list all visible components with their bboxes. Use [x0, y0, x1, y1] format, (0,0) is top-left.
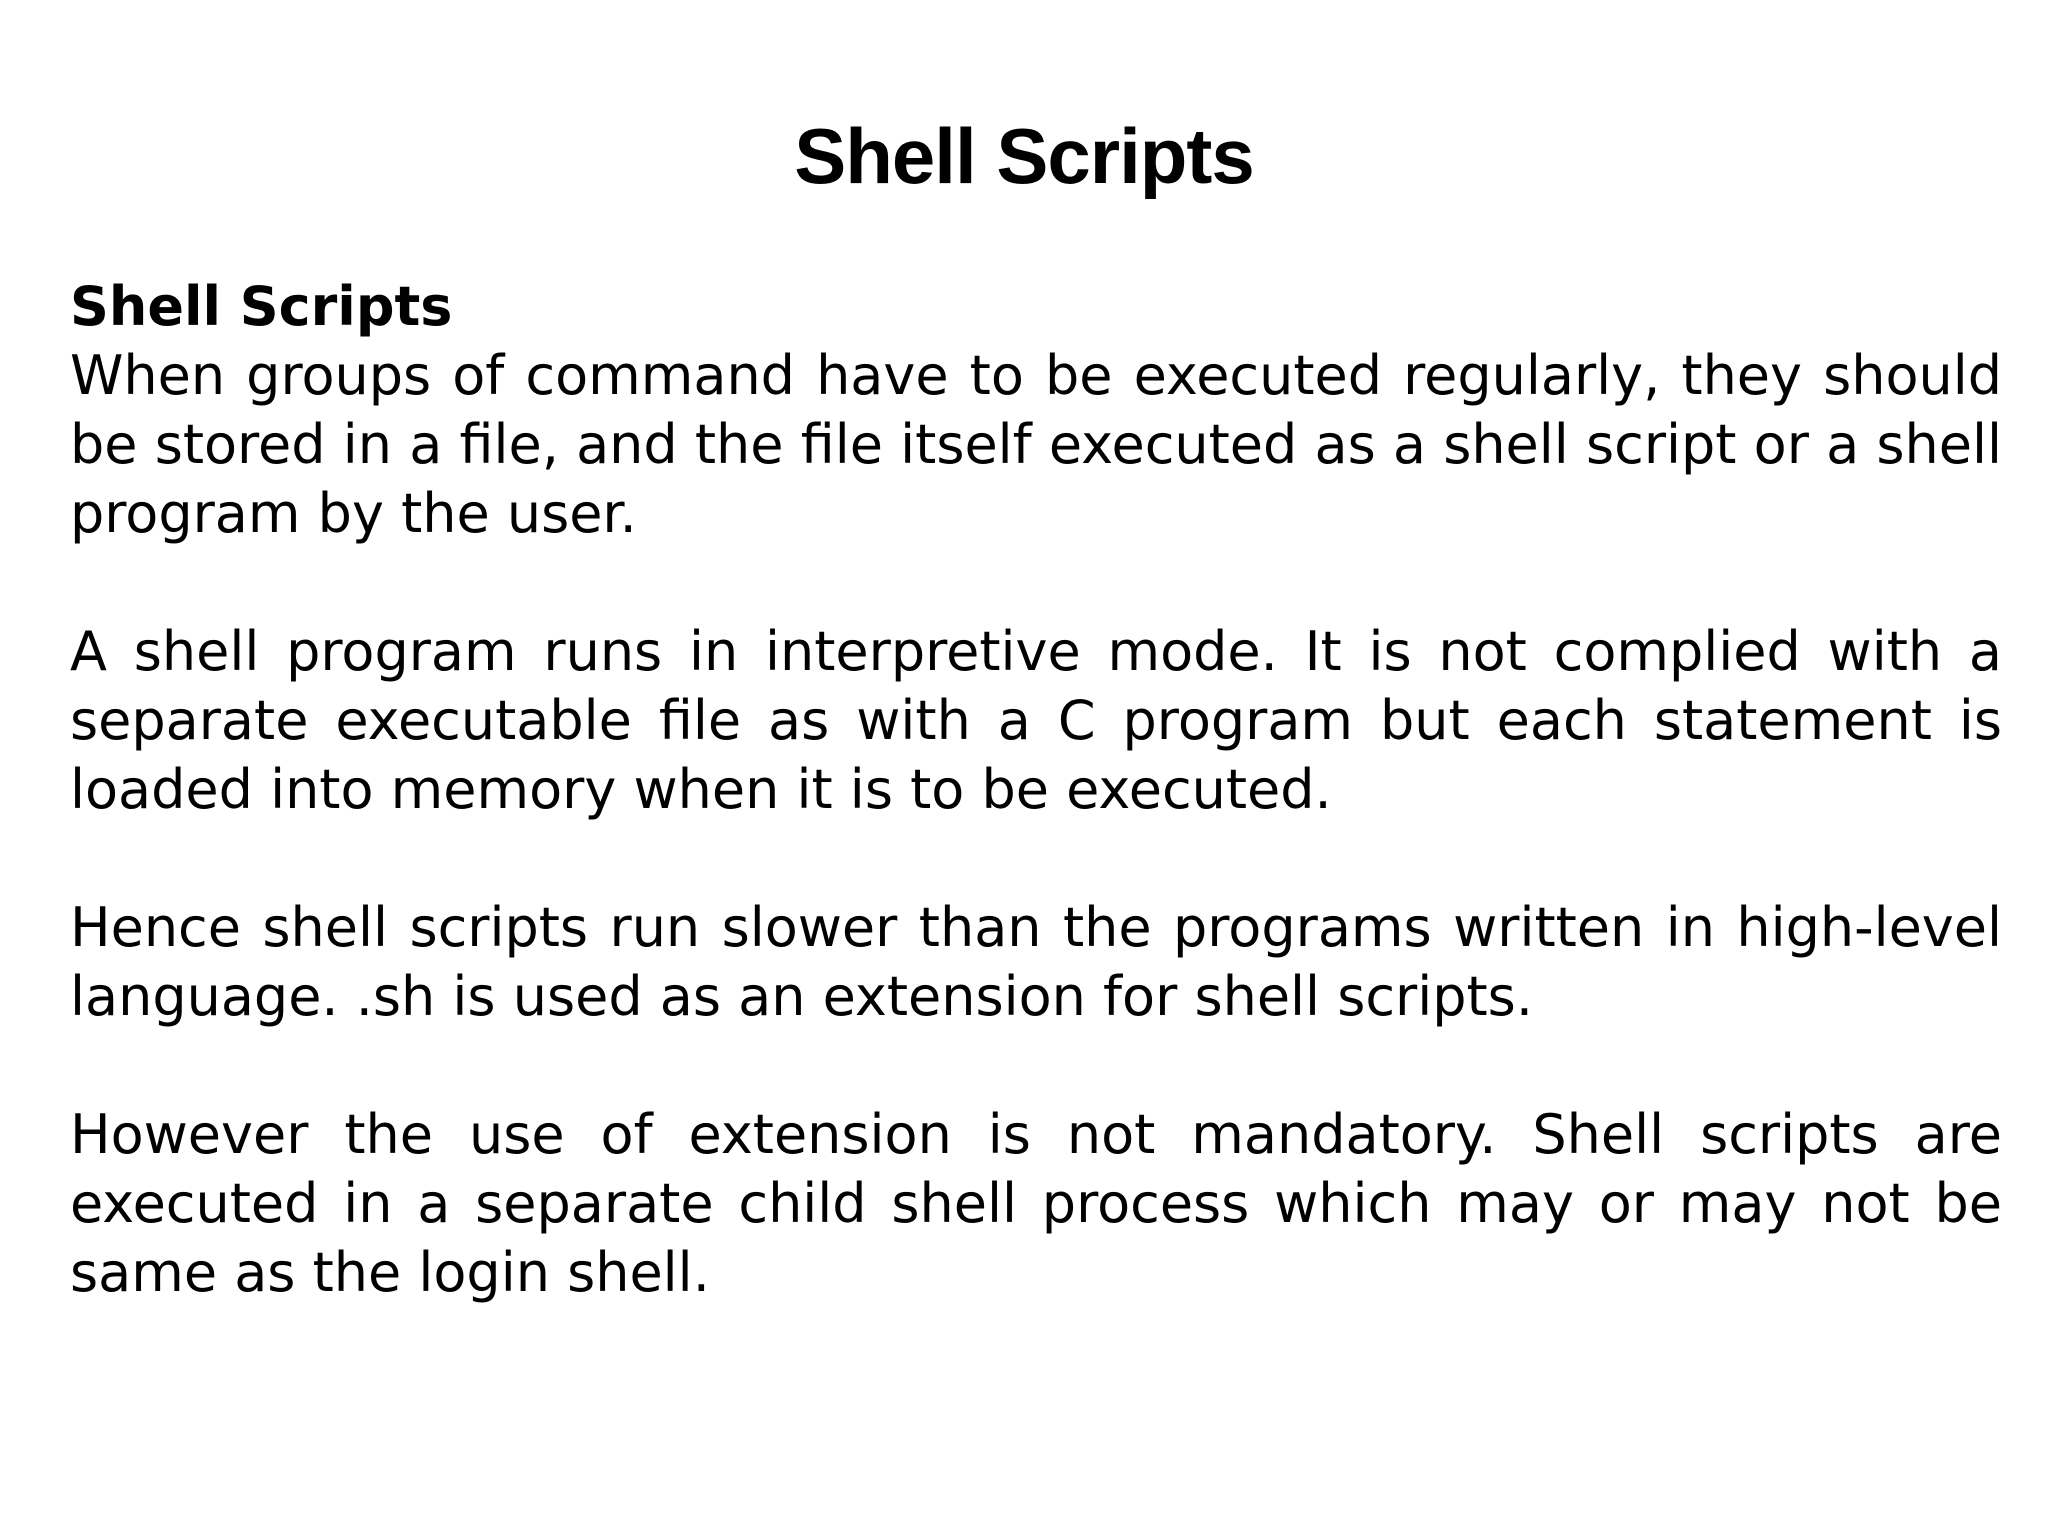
slide-body: [70, 272, 2002, 1307]
slide-title: Shell Scripts: [794, 112, 1254, 200]
paragraph-child-shell: However the use of extension is not mandatory. Shell scripts are executed in a separate child shell process which may or may not be same as the login shell.: [70, 1103, 2002, 1304]
paragraph-shell-script-definition: When groups of command have to be executed regularly, they should be stored in a file, and the file itself executed as a shell script or a shell program by the user.: [70, 344, 2002, 545]
section-heading: Shell Scripts: [70, 275, 453, 338]
paragraph-performance-extension: Hence shell scripts run slower than the programs written in high-level language. .sh is used as an extension for shell scripts.: [70, 896, 2002, 1028]
paragraph-interpretive-mode: A shell program runs in interpretive mode. It is not complied with a separate executable file as with a C program but each statement is loaded into memory when it is to be executed.: [70, 620, 2002, 821]
